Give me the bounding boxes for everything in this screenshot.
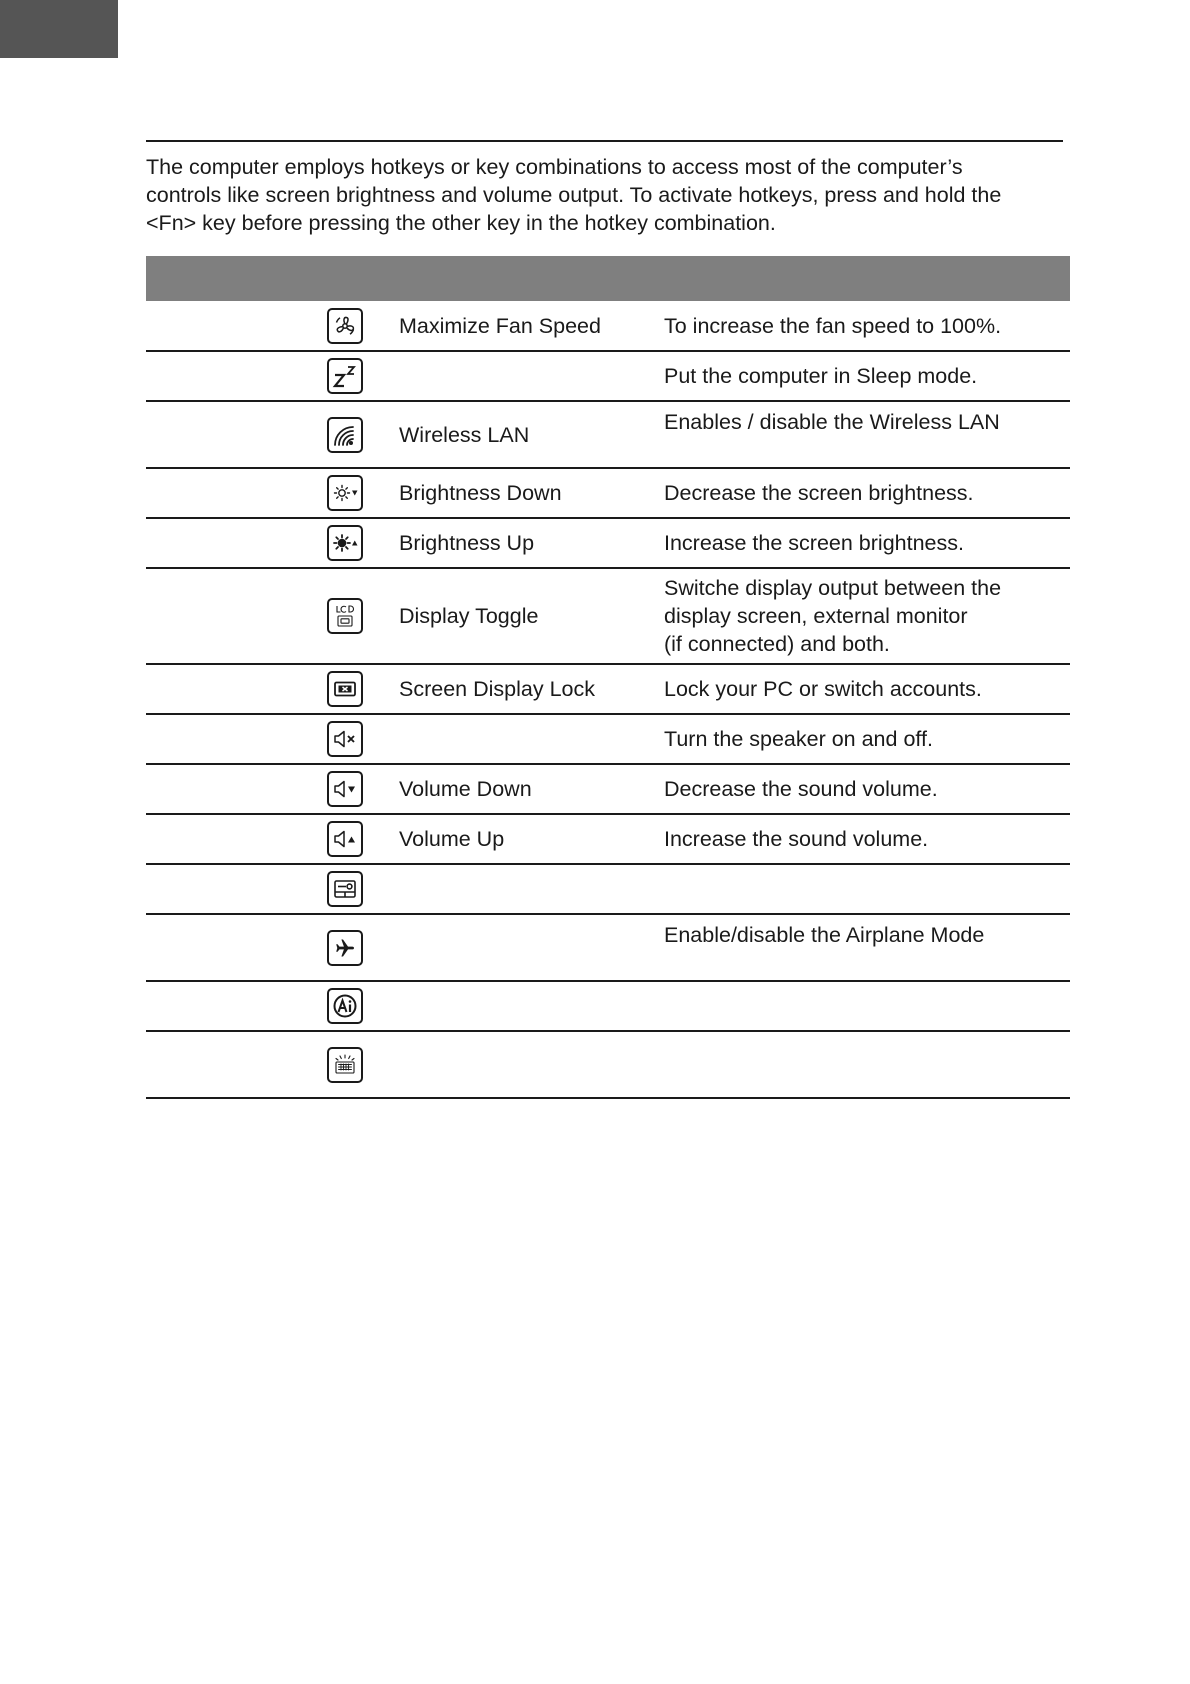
- function-cell: [399, 351, 664, 401]
- icon-cell: [320, 864, 399, 914]
- icon-cell: [320, 301, 399, 351]
- hotkey-cell: [146, 664, 320, 714]
- description-line: Put the computer in Sleep mode.: [664, 364, 978, 388]
- description-line: Decrease the sound volume.: [664, 777, 938, 801]
- intro-line: The computer employs hotkeys or key combinations to access most of the computer’s: [146, 155, 963, 179]
- table-row: [146, 714, 1070, 764]
- description-line: Switche display output between the: [664, 576, 1002, 600]
- table-row: [146, 981, 1070, 1031]
- table-row: [146, 468, 1070, 518]
- header-cell-icon: [320, 256, 399, 301]
- icon-cell: [320, 1031, 399, 1098]
- description-cell: [664, 351, 1070, 401]
- description-line: Lock your PC or switch accounts.: [664, 677, 982, 701]
- hotkey-cell: [146, 351, 320, 401]
- function-cell: Screen Display Lock: [399, 677, 595, 701]
- hotkey-cell: [146, 518, 320, 568]
- description-line: To increase the fan speed to 100%.: [664, 313, 1002, 338]
- description-line: (if connected) and both.: [664, 632, 890, 656]
- hotkey-cell: [146, 914, 320, 981]
- function-cell: Volume Up: [399, 827, 505, 851]
- description-line: display screen, external monitor: [664, 604, 968, 628]
- hotkey-cell: [146, 301, 320, 351]
- display-toggle-icon: [327, 598, 363, 634]
- sleep-icon: [327, 358, 363, 394]
- wireless-lan-icon: [327, 417, 363, 453]
- function-cell: Display Toggle: [399, 604, 539, 628]
- description-cell: [664, 764, 1070, 814]
- icon-cell: [320, 914, 399, 981]
- hotkey-cell: [146, 401, 320, 468]
- table-row: [146, 351, 1070, 401]
- function-cell: Brightness Down: [399, 481, 562, 505]
- hotkey-cell: [146, 864, 320, 914]
- hotkey-table: [146, 256, 1070, 1099]
- hotkey-cell: [146, 814, 320, 864]
- description-cell: [664, 664, 1070, 714]
- description-line: Enable/disable the Airplane Mode: [664, 923, 985, 947]
- airplane-icon: [327, 930, 363, 966]
- table-row: [146, 1031, 1070, 1098]
- touchpad-toggle-icon: [327, 871, 363, 907]
- hotkey-cell: [146, 468, 320, 518]
- description-line: Decrease the screen brightness.: [664, 481, 974, 505]
- function-cell: [399, 1031, 664, 1098]
- table-row: [146, 864, 1070, 914]
- icon-cell: [320, 568, 399, 664]
- description-cell: [664, 568, 1070, 664]
- header-cell-function: [399, 256, 664, 301]
- fan-icon: [327, 308, 363, 344]
- intro-line: controls like screen brightness and volume output. To activate hotkeys, press and hold the: [146, 183, 1002, 207]
- screen-lock-icon: [327, 671, 363, 707]
- description-cell: [664, 864, 1070, 914]
- icon-cell: [320, 664, 399, 714]
- table-header: [146, 256, 1070, 301]
- brightness-down-icon: [327, 475, 363, 511]
- description-cell: [664, 401, 1070, 468]
- icon-cell: [320, 351, 399, 401]
- chapter-tab: [0, 0, 118, 58]
- description-cell: [664, 1031, 1070, 1098]
- icon-cell: [320, 401, 399, 468]
- description-cell: [664, 301, 1070, 351]
- header-cell-hotkey: [146, 256, 320, 301]
- hotkey-cell: [146, 981, 320, 1031]
- keyboard-backlight-icon: [327, 1047, 363, 1083]
- volume-up-icon: [327, 821, 363, 857]
- table-row: [146, 664, 1070, 714]
- description-line: Turn the speaker on and off.: [664, 727, 933, 751]
- function-cell: [399, 914, 664, 981]
- volume-down-icon: [327, 771, 363, 807]
- header-cell-description: [664, 256, 1070, 301]
- intro-paragraph: [146, 153, 1076, 237]
- table-row: [146, 568, 1070, 664]
- table-row: [146, 301, 1070, 351]
- description-cell: [664, 914, 1070, 981]
- intro-line: <Fn> key before pressing the other key in the hotkey combination.: [146, 211, 776, 235]
- icon-cell: [320, 981, 399, 1031]
- function-cell: Maximize Fan Speed: [399, 313, 601, 338]
- table-row: [146, 764, 1070, 814]
- hotkey-cell: [146, 1031, 320, 1098]
- function-cell: Brightness Up: [399, 531, 535, 555]
- icon-cell: [320, 518, 399, 568]
- hotkey-cell: [146, 764, 320, 814]
- description-cell: [664, 714, 1070, 764]
- hotkey-cell: [146, 714, 320, 764]
- table-row: [146, 914, 1070, 981]
- icon-cell: [320, 714, 399, 764]
- function-cell: [399, 864, 664, 914]
- function-cell: Volume Down: [399, 777, 532, 801]
- description-cell: [664, 981, 1070, 1031]
- table-row: [146, 814, 1070, 864]
- icon-cell: [320, 468, 399, 518]
- function-cell: [399, 714, 664, 764]
- description-line: Enables / disable the Wireless LAN: [664, 410, 1000, 434]
- section-rule: [146, 140, 1063, 142]
- table-header-row: [146, 256, 1070, 301]
- description-line: Increase the sound volume.: [664, 827, 929, 851]
- brightness-up-icon: [327, 525, 363, 561]
- table-row: [146, 401, 1070, 468]
- ai-icon: [327, 988, 363, 1024]
- description-cell: [664, 814, 1070, 864]
- speaker-mute-icon: [327, 721, 363, 757]
- description-cell: [664, 518, 1070, 568]
- function-cell: [399, 981, 664, 1031]
- icon-cell: [320, 764, 399, 814]
- description-cell: [664, 468, 1070, 518]
- table-row: [146, 518, 1070, 568]
- hotkey-cell: [146, 568, 320, 664]
- icon-cell: [320, 814, 399, 864]
- description-line: Increase the screen brightness.: [664, 531, 964, 555]
- function-cell: Wireless LAN: [399, 422, 530, 447]
